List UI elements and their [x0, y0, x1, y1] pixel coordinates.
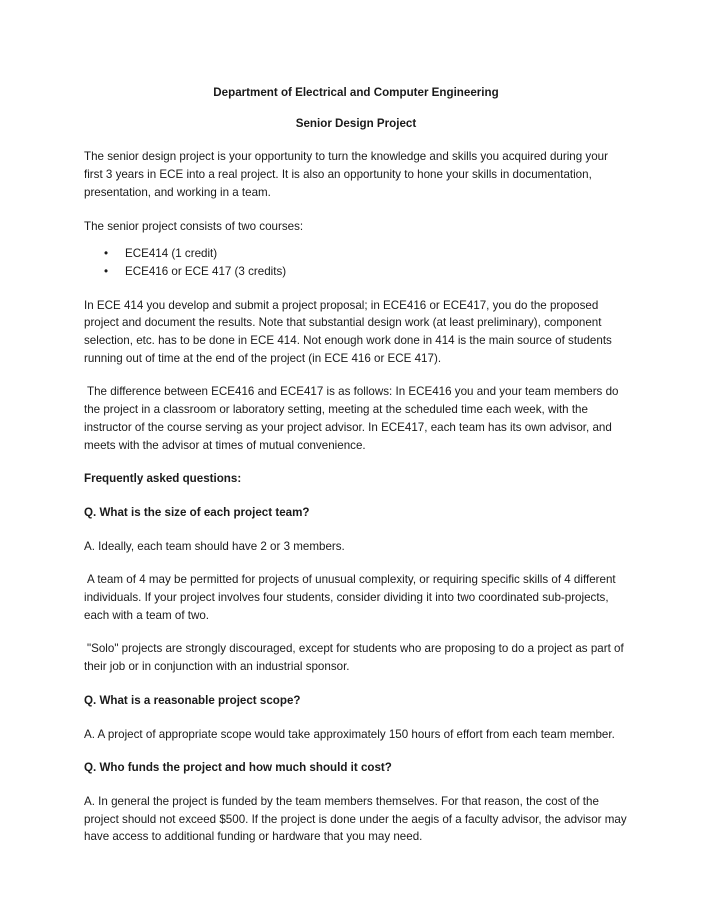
faq-question-funding: Q. Who funds the project and how much should it cost? — [84, 761, 392, 775]
bullet-icon: • — [104, 247, 109, 261]
courses-intro: The senior project consists of two courses: — [84, 219, 304, 233]
faq-heading: Frequently asked questions: — [84, 472, 242, 486]
list-item — [84, 263, 628, 281]
faq-answer-solo: "Solo" projects are strongly discouraged, except for students who are proposing to do a project as part of their job or in conjunction with an industrial sponsor. — [84, 642, 624, 674]
intro-paragraph: The senior design project is your opportunity to turn the knowledge and skills you acquired during your first 3 years in ECE into a real project. It is also an opportunity to hone your skills in documentation, presentation, and working in a team. — [84, 150, 608, 199]
difference-paragraph: The difference between ECE416 and ECE417 is as follows: In ECE416 you and your team members do the project in a classroom or laboratory setting, meeting at the scheduled time each week, with the instructor of the course serving as your project advisor. In ECE417, each team has its own advisor, and meets with the advisor at times of mutual convenience. — [84, 385, 619, 452]
ece414-paragraph: In ECE 414 you develop and submit a project proposal; in ECE416 or ECE417, you do the proposed project and document the results. Note that substantial design work (at least preliminary), component selection, etc. has to be done in ECE 414. Not enough work done in 414 is the main source of students running out of time at the end of the project (in ECE 416 or ECE 417). — [84, 298, 612, 365]
faq-question-team-size: Q. What is the size of each project team? — [84, 505, 310, 519]
faq-answer-team-size: A. Ideally, each team should have 2 or 3 members. — [84, 539, 345, 553]
list-item — [84, 245, 628, 263]
document-page — [84, 84, 628, 846]
bullet-icon: • — [104, 264, 109, 278]
document-title: Senior Design Project — [295, 116, 417, 130]
course-label: ECE414 (1 credit) — [125, 247, 218, 261]
faq-answer-scope: A. A project of appropriate scope would take approximately 150 hours of effort from each team member. — [84, 727, 615, 741]
department-heading: Department of Electrical and Computer Engineering — [213, 86, 499, 99]
course-list — [84, 245, 628, 280]
faq-answer-funding: A. In general the project is funded by the team members themselves. For that reason, the cost of the project should not exceed $500. If the project is done under the aegis of a faculty advisor, the advisor may have access to additional funding or hardware that you may need. — [84, 794, 627, 844]
faq-question-scope: Q. What is a reasonable project scope? — [84, 693, 301, 707]
faq-answer-team-of-four: A team of 4 may be permitted for projects of unusual complexity, or requiring specific skills of 4 different individuals. If your project involves four students, consider dividing it into two coordinated sub-projects, each with a team of two. — [84, 573, 616, 622]
course-label: ECE416 or ECE 417 (3 credits) — [125, 264, 287, 278]
